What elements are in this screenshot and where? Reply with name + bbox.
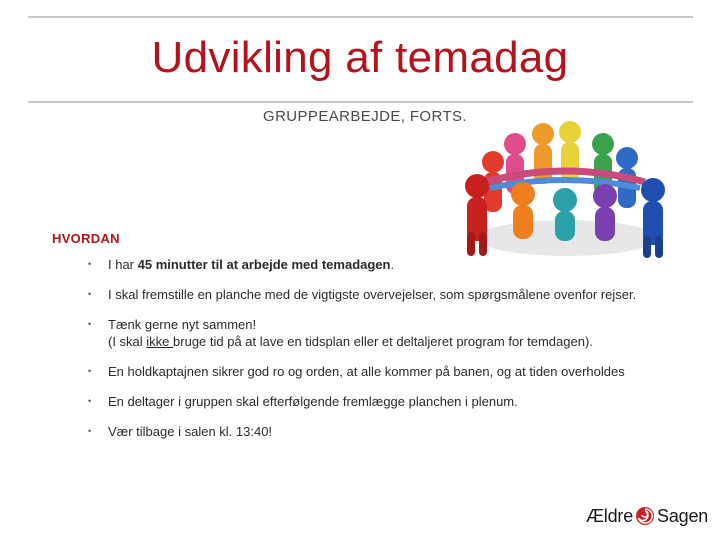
list-item — [88, 286, 698, 303]
list-item — [88, 423, 698, 440]
bullet-list — [88, 256, 698, 440]
bullet-text: En holdkaptajnen sikrer god ro og orden, at alle kommer på banen, og at tiden overholdes — [108, 364, 625, 379]
title-rule — [28, 101, 693, 103]
swirl-icon — [635, 506, 655, 526]
bullet-text: En deltager i gruppen skal efterfølgende fremlægge planchen i plenum. — [108, 394, 518, 409]
bullet-text: . — [390, 257, 395, 272]
logo-word-1: Ældre — [586, 505, 634, 526]
bullet-emphasis: 45 minutter til at arbejde med temadagen — [137, 257, 391, 272]
slide-title: Udvikling af temadag — [151, 33, 569, 82]
bullet-marker: • — [88, 366, 92, 376]
list-item — [88, 256, 698, 273]
bullet-text: (I skal — [108, 334, 147, 349]
clay-figures-circle-image — [455, 120, 675, 270]
bullet-text: Tænk gerne nyt sammen! — [108, 317, 257, 332]
bullet-marker: • — [88, 319, 92, 329]
list-item — [88, 363, 698, 380]
bullet-text: bruge tid på at lave en tidsplan eller et deltaljeret program for temdagen). — [173, 334, 593, 349]
bullet-marker: • — [88, 426, 92, 436]
list-item — [88, 393, 698, 410]
bullet-underline: ikke — [146, 334, 174, 349]
aeldre-sagen-logo — [586, 503, 708, 529]
list-item — [88, 316, 698, 350]
bullet-text: I skal fremstille en planche med de vigtigste overvejelser, som spørgsmålene ovenfor rejser. — [108, 287, 637, 302]
bullet-text: Vær tilbage i salen kl. 13:40! — [108, 424, 273, 439]
slide-subtitle: GRUPPEARBEJDE, FORTS. — [263, 108, 467, 125]
bullet-marker: • — [88, 396, 92, 406]
bullet-text: I har — [108, 257, 138, 272]
bullet-marker: • — [88, 289, 92, 299]
logo-word-2: Sagen — [657, 505, 709, 526]
top-rule — [28, 16, 693, 18]
bullet-marker: • — [88, 259, 92, 269]
section-heading: HVORDAN — [52, 231, 120, 246]
